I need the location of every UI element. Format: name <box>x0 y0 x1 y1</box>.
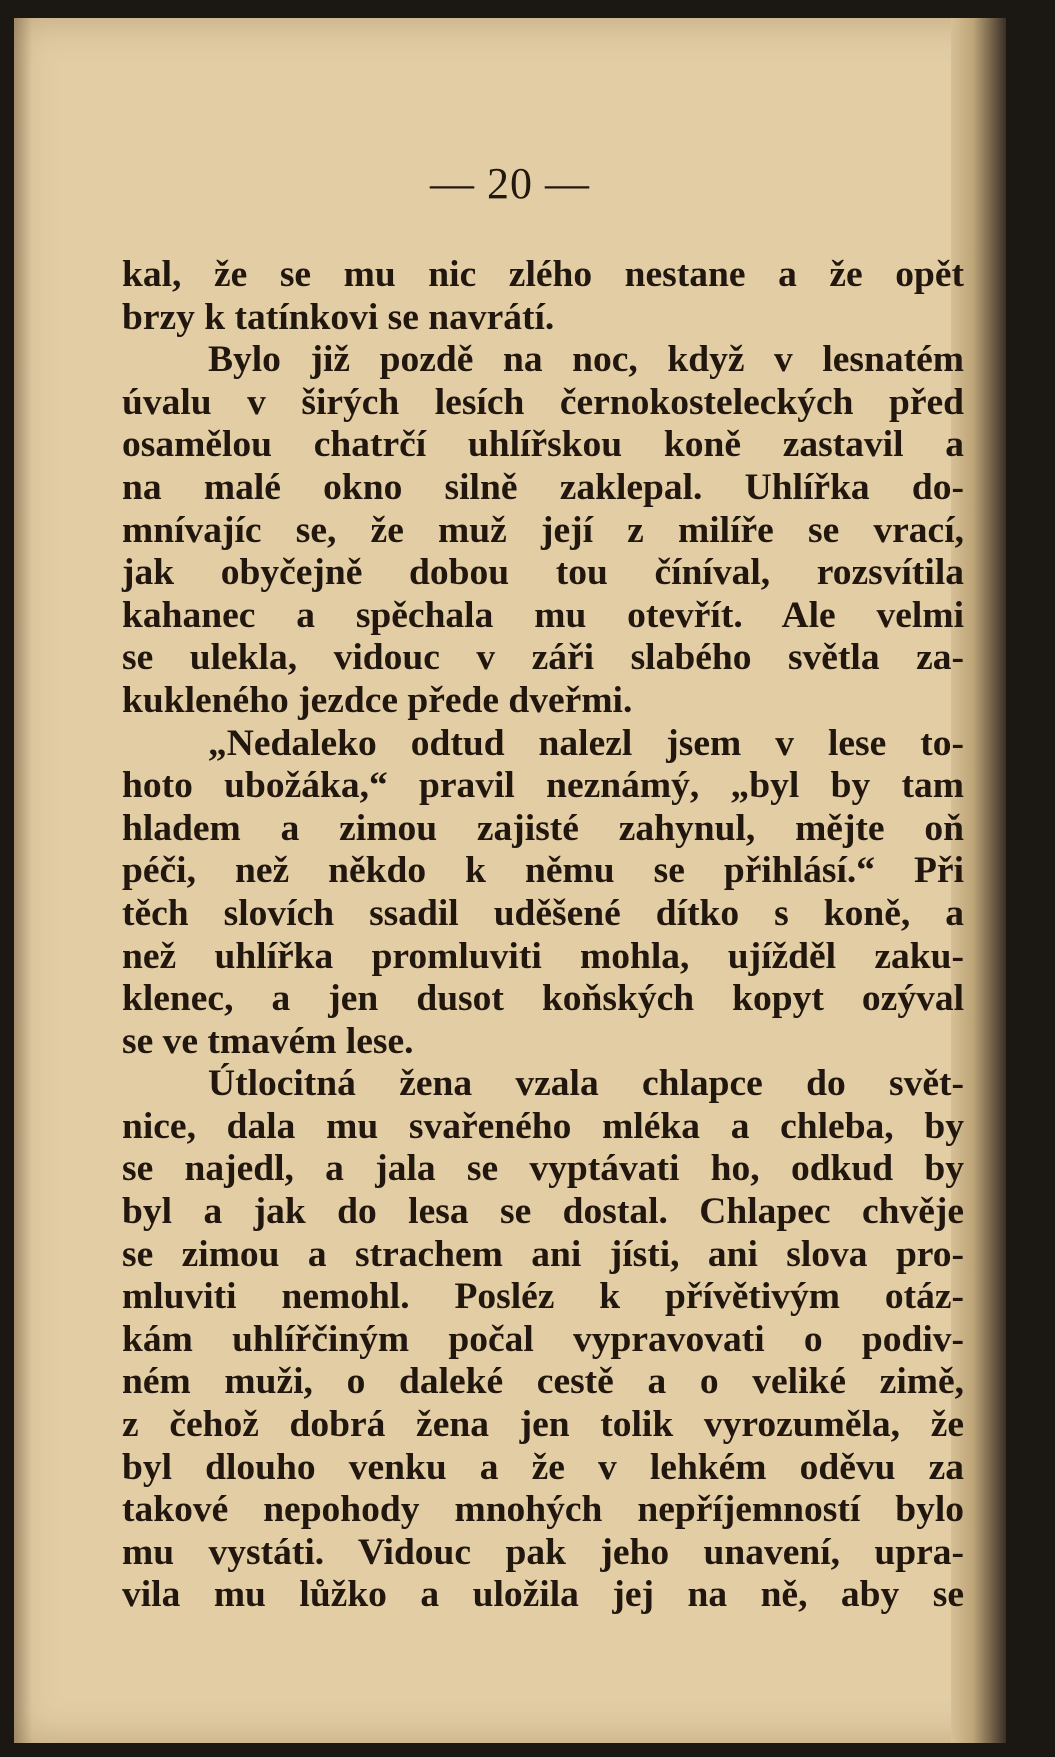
text-line: byl dlouho venku a že v lehkém oděvu za <box>122 1446 964 1488</box>
text-line: na malé okno silně zaklepal. Uhlířka do- <box>122 466 964 508</box>
text-line: kal, že se mu nic zlého nestane a že opět <box>122 254 964 295</box>
text-line: kám uhlířčiným počal vypravovati o podiv- <box>122 1318 964 1360</box>
text-line: brzy k tatínkovi se navrátí. <box>122 296 555 338</box>
text-line: osamělou chatrčí uhlířskou koně zastavil a <box>122 424 964 466</box>
text-line: klenec, a jen dusot koňských kopyt ozýval <box>122 978 964 1020</box>
text-line: mu vystáti. Vidouc pak jeho unavení, upra- <box>122 1531 964 1573</box>
book-page <box>14 18 1006 1743</box>
page-number: — 20 — <box>430 159 590 208</box>
text-line: kukleného jezdce přede dveřmi. <box>122 679 633 721</box>
text-line: Útlocitná žena vzala chlapce do svět- <box>208 1063 964 1105</box>
text-line: se najedl, a jala se vyptávati ho, odkud by <box>122 1148 964 1190</box>
text-line: vila mu lůžko a uložila jej na ně, aby se <box>122 1574 964 1616</box>
body-text <box>122 254 964 1617</box>
text-line: mnívajíc se, že muž její z milíře se vrací, <box>122 509 964 551</box>
text-line: Bylo již pozdě na noc, když v lesnatém <box>208 339 964 381</box>
text-line: takové nepohody mnohých nepříjemností bylo <box>122 1489 964 1531</box>
text-line: jak obyčejně dobou tou číníval, rozsvítila <box>122 552 964 594</box>
text-line: hladem a zimou zajisté zahynul, mějte oň <box>122 807 964 849</box>
text-line: z čehož dobrá žena jen tolik vyrozuměla, že <box>122 1404 964 1446</box>
text-line: kahanec a spěchala mu otevřít. Ale velmi <box>122 594 964 636</box>
text-line: hoto ubožáka,“ pravil neznámý, „byl by tam <box>122 765 964 807</box>
text-line: těch slovích ssadil uděšené dítko s koně, a <box>122 892 964 934</box>
text-line: „Nedaleko odtud nalezl jsem v lese to- <box>208 722 964 764</box>
text-line: se zimou a strachem ani jísti, ani slova pro- <box>122 1233 964 1275</box>
text-line: se ulekla, vidouc v záři slabého světla za- <box>122 637 964 679</box>
text-line: péči, než někdo k němu se přihlásí.“ Při <box>122 850 964 892</box>
spine-shadow <box>14 18 32 1743</box>
text-line: ném muži, o daleké cestě a o veliké zimě, <box>122 1361 964 1403</box>
text-line: úvalu v širých lesích černokosteleckých před <box>122 381 964 423</box>
text-line: byl a jak do lesa se dostal. Chlapec chvěje <box>122 1191 964 1233</box>
text-line: než uhlířka promluviti mohla, ujížděl zaku- <box>122 935 964 977</box>
text-line: se ve tmavém lese. <box>122 1020 414 1062</box>
text-line: nice, dala mu svařeného mléka a chleba, by <box>122 1105 964 1147</box>
text-line: mluviti nemohl. Posléz k přívětivým otáz- <box>122 1276 964 1318</box>
